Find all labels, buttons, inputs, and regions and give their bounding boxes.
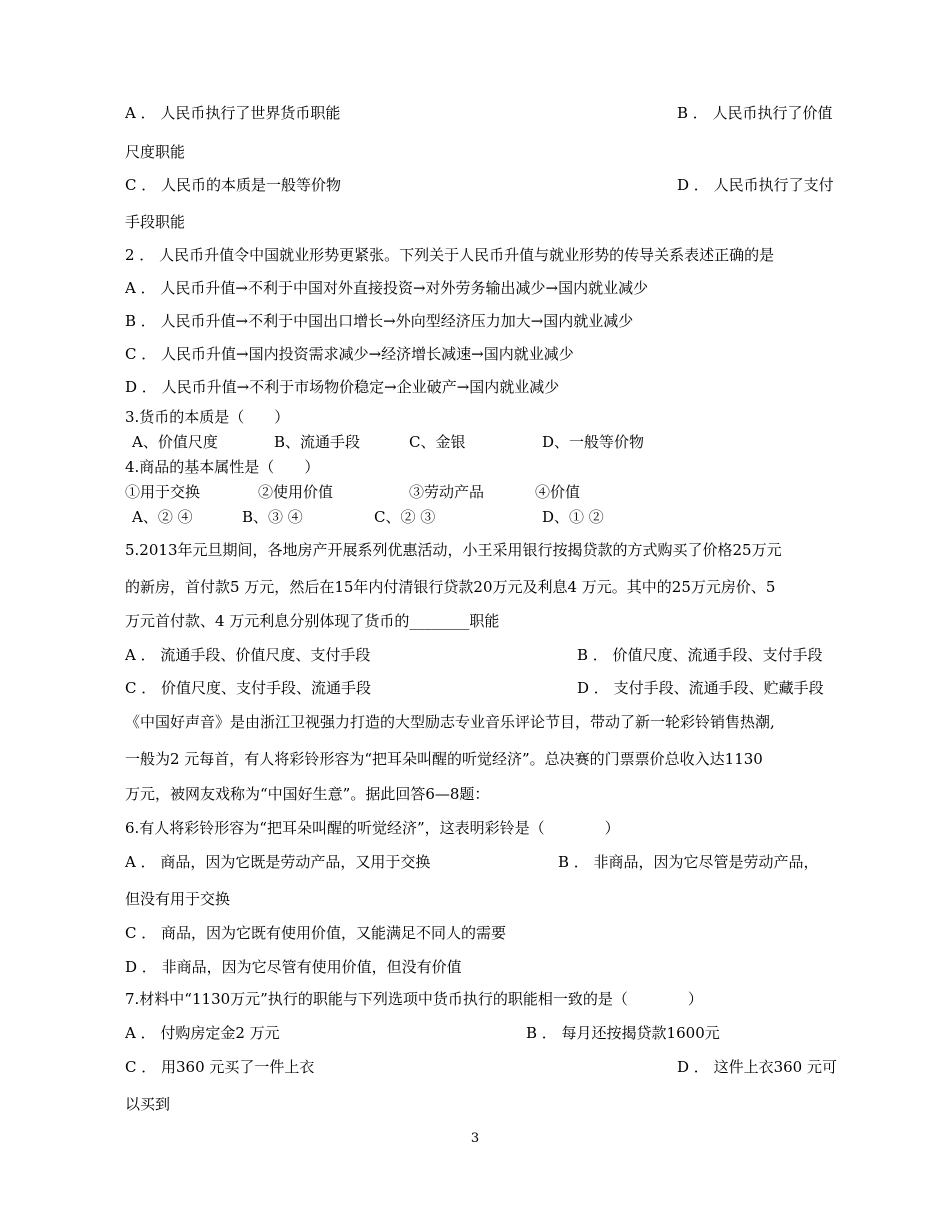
q6-option-a: A ． 商品，因为它既是劳动产品，又用于交换 [125,853,431,871]
q5-option-a: A ． 流通手段、价值尺度、支付手段 [125,646,371,664]
q4-option-b: B、③ ④ [242,508,303,526]
q2-option-b: B ． 人民币升值→不利于中国出口增长→外向型经济压力加大→国内就业减少 [125,312,634,330]
q6-stem: 6.有人将彩铃形容为“把耳朵叫醒的听觉经济”，这表明彩铃是（ ） [125,819,620,837]
q4-item-1: ①用于交换 [125,483,201,501]
q5-stem-line-1: 5.2013年元旦期间，各地房产开展系列优惠活动，小王采用银行按揭贷款的方式购买了价格25万元 [125,541,782,559]
q2-option-c: C ． 人民币升值→国内投资需求减少→经济增长减速→国内就业减少 [125,345,574,363]
material-line-1: 《中国好声音》是由浙江卫视强力打造的大型励志专业音乐评论节目，带动了新一轮彩铃销售热潮, [125,713,775,731]
q3-stem: 3.货币的本质是（ ） [125,408,290,426]
q1-option-d-continued: 手段职能 [125,213,186,231]
q7-option-d: D ． 这件上衣360 元可 [677,1058,837,1076]
q1-option-b: B ． 人民币执行了价值 [677,104,833,122]
q4-option-d: D、① ② [542,508,604,526]
q2-stem: 2 ． 人民币升值令中国就业形势更紧张。下列关于人民币升值与就业形势的传导关系表述正确的是 [125,246,775,264]
q6-option-d: D ． 非商品，因为它尽管有使用价值，但没有价值 [125,958,462,976]
q5-option-d: D ． 支付手段、流通手段、贮藏手段 [577,679,824,697]
q5-option-b: B ． 价值尺度、流通手段、支付手段 [577,646,823,664]
q6-option-c: C ． 商品，因为它既有使用价值，又能满足不同人的需要 [125,924,507,942]
q1-option-a: A ． 人民币执行了世界货币职能 [125,104,341,122]
page-number: 3 [470,1131,480,1146]
q7-option-d-continued: 以买到 [125,1095,171,1113]
q5-option-c: C ． 价值尺度、支付手段、流通手段 [125,679,372,697]
q1-option-c: C ． 人民币的本质是一般等价物 [125,176,342,194]
q2-option-d: D ． 人民币升值→不利于市场物价稳定→企业破产→国内就业减少 [125,378,560,396]
q5-stem-line-2: 的新房，首付款5 万元，然后在15年内付清银行贷款20万元及利息4 万元。其中的25万元房价、5 [125,578,776,596]
material-line-3: 万元，被网友戏称为“中国好生意”。据此回答6—8题： [125,785,490,803]
q4-item-4: ④价值 [535,483,581,501]
q4-stem: 4.商品的基本属性是（ ） [125,458,320,476]
q5-stem-line-3: 万元首付款、4 万元利息分别体现了货币的________职能 [125,612,500,630]
q3-option-c: C、金银 [409,433,466,451]
q3-option-b: B、流通手段 [274,433,361,451]
q3-option-d: D、一般等价物 [542,433,645,451]
q6-option-b: B ． 非商品，因为它尽管是劳动产品， [558,853,819,871]
q1-option-b-continued: 尺度职能 [125,143,186,161]
q4-option-a: A、② ④ [132,508,193,526]
material-line-2: 一般为2 元每首，有人将彩铃形容为“把耳朵叫醒的听觉经济”。总决赛的门票票价总收入达1130 [125,750,763,768]
q7-option-a: A ． 付购房定金2 万元 [125,1024,280,1042]
q7-option-b: B ． 每月还按揭贷款1600元 [526,1024,720,1042]
q2-option-a: A ． 人民币升值→不利于中国对外直接投资→对外劳务输出减少→国内就业减少 [125,279,649,297]
q3-option-a: A、价值尺度 [132,433,218,451]
q6-option-b-continued: 但没有用于交换 [125,890,231,908]
q4-item-2: ②使用价值 [258,483,334,501]
q7-option-c: C ． 用360 元买了一件上衣 [125,1058,315,1076]
q7-stem: 7.材料中“1130万元”执行的职能与下列选项中货币执行的职能相一致的是（ ） [125,990,703,1008]
q4-option-c: C、② ③ [374,508,436,526]
q4-item-3: ③劳动产品 [409,483,485,501]
q1-option-d: D ． 人民币执行了支付 [677,176,834,194]
